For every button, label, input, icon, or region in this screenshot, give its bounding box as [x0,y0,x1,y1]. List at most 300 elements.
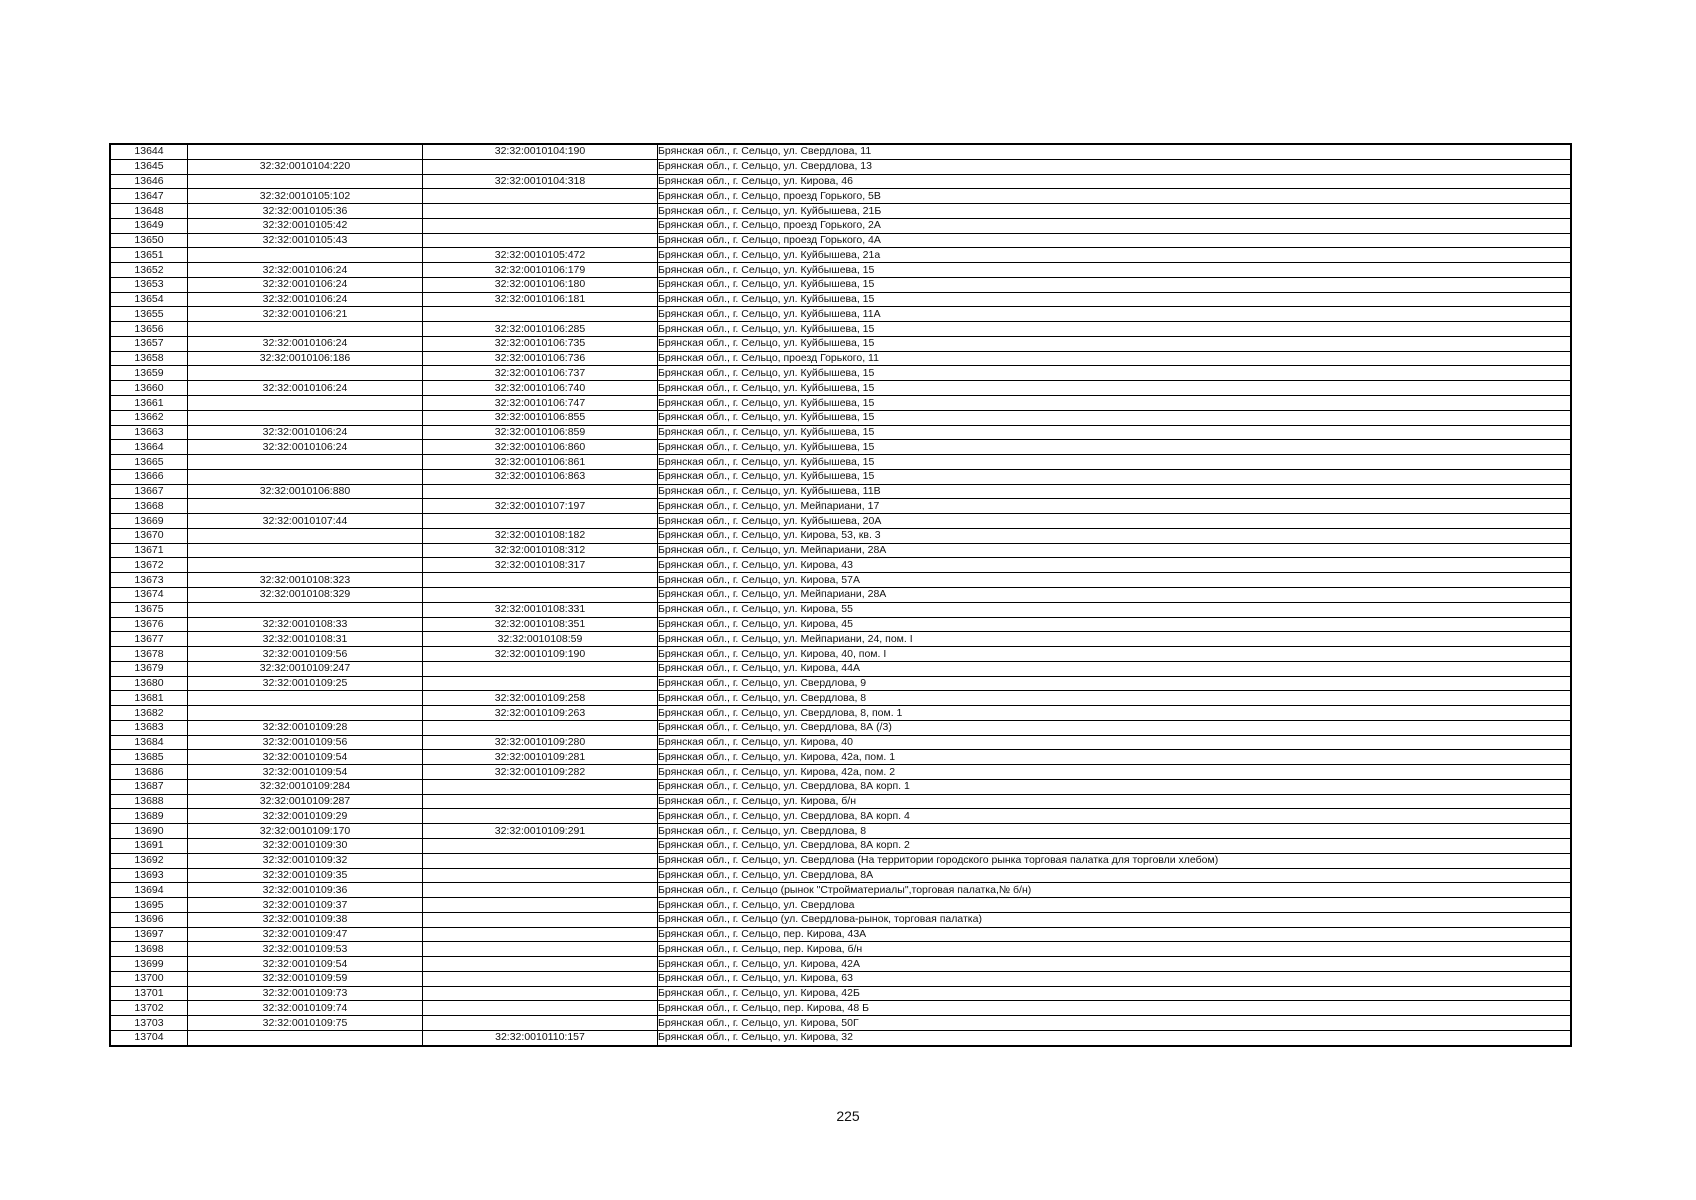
land-cadastral-cell [188,558,423,573]
table-row [110,204,1571,219]
table-row [110,720,1571,735]
row-number-cell: 13664 [110,440,188,455]
table-row [110,484,1571,499]
table-row [110,440,1571,455]
building-cadastral-cell [423,794,658,809]
land-cadastral-cell [188,469,423,484]
table-row [110,233,1571,248]
address-cell: Брянская обл., г. Сельцо, ул. Куйбышева, 15 [658,396,1572,411]
row-number-cell: 13696 [110,912,188,927]
land-cadastral-cell [188,366,423,381]
address-cell: Брянская обл., г. Сельцо, ул. Куйбышева, 15 [658,381,1572,396]
address-cell: Брянская обл., г. Сельцо, ул. Кирова, 45 [658,617,1572,632]
address-cell: Брянская обл., г. Сельцо, ул. Куйбышева, 15 [658,263,1572,278]
land-cadastral-cell: 32:32:0010106:24 [188,277,423,292]
building-cadastral-cell: 32:32:0010106:860 [423,440,658,455]
table-row [110,381,1571,396]
land-cadastral-cell: 32:32:0010109:35 [188,868,423,883]
address-cell: Брянская обл., г. Сельцо, проезд Горького, 11 [658,351,1572,366]
table-row [110,838,1571,853]
row-number-cell: 13656 [110,322,188,337]
building-cadastral-cell [423,218,658,233]
row-number-cell: 13662 [110,410,188,425]
address-cell: Брянская обл., г. Сельцо (рынок "Стройматериалы",торговая палатка,№ б/н) [658,883,1572,898]
row-number-cell: 13660 [110,381,188,396]
land-cadastral-cell [188,144,423,159]
address-cell: Брянская обл., г. Сельцо, проезд Горького, 5В [658,189,1572,204]
land-cadastral-cell: 32:32:0010109:53 [188,942,423,957]
row-number-cell: 13667 [110,484,188,499]
row-number-cell: 13698 [110,942,188,957]
address-cell: Брянская обл., г. Сельцо, ул. Куйбышева, 15 [658,410,1572,425]
row-number-cell: 13681 [110,691,188,706]
address-cell: Брянская обл., г. Сельцо, ул. Куйбышева, 15 [658,469,1572,484]
table-row [110,499,1571,514]
building-cadastral-cell: 32:32:0010108:331 [423,602,658,617]
building-cadastral-cell: 32:32:0010109:291 [423,824,658,839]
building-cadastral-cell: 32:32:0010106:740 [423,381,658,396]
building-cadastral-cell: 32:32:0010106:181 [423,292,658,307]
land-cadastral-cell: 32:32:0010105:42 [188,218,423,233]
register-table [109,143,1572,1047]
address-cell: Брянская обл., г. Сельцо, ул. Мейпариани, 17 [658,499,1572,514]
land-cadastral-cell: 32:32:0010105:102 [188,189,423,204]
land-cadastral-cell: 32:32:0010106:24 [188,381,423,396]
address-cell: Брянская обл., г. Сельцо, ул. Куйбышева, 11А [658,307,1572,322]
land-cadastral-cell: 32:32:0010109:47 [188,927,423,942]
address-cell: Брянская обл., г. Сельцо, ул. Куйбышева, 11В [658,484,1572,499]
row-number-cell: 13675 [110,602,188,617]
address-cell: Брянская обл., г. Сельцо, ул. Куйбышева, 20А [658,514,1572,529]
row-number-cell: 13646 [110,174,188,189]
building-cadastral-cell [423,587,658,602]
address-cell: Брянская обл., г. Сельцо, ул. Кирова, 57А [658,573,1572,588]
land-cadastral-cell: 32:32:0010108:31 [188,632,423,647]
land-cadastral-cell: 32:32:0010109:38 [188,912,423,927]
row-number-cell: 13645 [110,159,188,174]
building-cadastral-cell [423,957,658,972]
building-cadastral-cell: 32:32:0010109:281 [423,750,658,765]
table-row [110,307,1571,322]
row-number-cell: 13663 [110,425,188,440]
land-cadastral-cell: 32:32:0010107:44 [188,514,423,529]
address-cell: Брянская обл., г. Сельцо, пер. Кирова, 43А [658,927,1572,942]
table-row [110,706,1571,721]
address-cell: Брянская обл., г. Сельцо, ул. Кирова, 40, пом. I [658,647,1572,662]
table-row [110,396,1571,411]
row-number-cell: 13685 [110,750,188,765]
register-table-container [109,143,1572,1047]
row-number-cell: 13670 [110,528,188,543]
table-row [110,174,1571,189]
row-number-cell: 13655 [110,307,188,322]
table-row [110,573,1571,588]
building-cadastral-cell [423,233,658,248]
address-cell: Брянская обл., г. Сельцо, ул. Куйбышева, 21Б [658,204,1572,219]
building-cadastral-cell: 32:32:0010109:263 [423,706,658,721]
building-cadastral-cell: 32:32:0010109:280 [423,735,658,750]
table-row [110,735,1571,750]
building-cadastral-cell: 32:32:0010106:180 [423,277,658,292]
address-cell: Брянская обл., г. Сельцо, ул. Свердлова, 8А корп. 2 [658,838,1572,853]
land-cadastral-cell: 32:32:0010109:30 [188,838,423,853]
land-cadastral-cell: 32:32:0010109:170 [188,824,423,839]
land-cadastral-cell [188,691,423,706]
land-cadastral-cell: 32:32:0010108:329 [188,587,423,602]
building-cadastral-cell: 32:32:0010109:258 [423,691,658,706]
address-cell: Брянская обл., г. Сельцо, ул. Свердлова [658,898,1572,913]
building-cadastral-cell [423,986,658,1001]
register-table-body [110,144,1571,1046]
land-cadastral-cell: 32:32:0010106:186 [188,351,423,366]
address-cell: Брянская обл., г. Сельцо, ул. Свердлова, 8 [658,691,1572,706]
table-row [110,144,1571,159]
land-cadastral-cell: 32:32:0010106:24 [188,425,423,440]
table-row [110,336,1571,351]
table-row [110,514,1571,529]
address-cell: Брянская обл., г. Сельцо (ул. Свердлова-рынок, торговая палатка) [658,912,1572,927]
land-cadastral-cell: 32:32:0010109:74 [188,1001,423,1016]
building-cadastral-cell: 32:32:0010106:737 [423,366,658,381]
building-cadastral-cell [423,573,658,588]
address-cell: Брянская обл., г. Сельцо, ул. Кирова, 43 [658,558,1572,573]
table-row [110,765,1571,780]
address-cell: Брянская обл., г. Сельцо, ул. Свердлова, 8А [658,868,1572,883]
address-cell: Брянская обл., г. Сельцо, ул. Куйбышева, 15 [658,277,1572,292]
building-cadastral-cell [423,927,658,942]
table-row [110,942,1571,957]
address-cell: Брянская обл., г. Сельцо, ул. Свердлова, 9 [658,676,1572,691]
building-cadastral-cell [423,853,658,868]
building-cadastral-cell: 32:32:0010110:157 [423,1030,658,1045]
table-row [110,898,1571,913]
building-cadastral-cell: 32:32:0010108:312 [423,543,658,558]
row-number-cell: 13691 [110,838,188,853]
building-cadastral-cell [423,307,658,322]
table-row [110,248,1571,263]
address-cell: Брянская обл., г. Сельцо, ул. Кирова, 55 [658,602,1572,617]
table-row [110,676,1571,691]
building-cadastral-cell [423,883,658,898]
row-number-cell: 13690 [110,824,188,839]
building-cadastral-cell [423,809,658,824]
row-number-cell: 13666 [110,469,188,484]
row-number-cell: 13688 [110,794,188,809]
row-number-cell: 13695 [110,898,188,913]
land-cadastral-cell [188,543,423,558]
address-cell: Брянская обл., г. Сельцо, ул. Кирова, б/н [658,794,1572,809]
land-cadastral-cell: 32:32:0010106:24 [188,440,423,455]
building-cadastral-cell [423,514,658,529]
row-number-cell: 13659 [110,366,188,381]
land-cadastral-cell [188,396,423,411]
table-row [110,927,1571,942]
address-cell: Брянская обл., г. Сельцо, проезд Горького, 2А [658,218,1572,233]
address-cell: Брянская обл., г. Сельцо, ул. Куйбышева, 15 [658,425,1572,440]
row-number-cell: 13692 [110,853,188,868]
building-cadastral-cell: 32:32:0010109:282 [423,765,658,780]
building-cadastral-cell [423,661,658,676]
address-cell: Брянская обл., г. Сельцо, ул. Кирова, 63 [658,971,1572,986]
land-cadastral-cell: 32:32:0010109:75 [188,1016,423,1031]
row-number-cell: 13674 [110,587,188,602]
building-cadastral-cell: 32:32:0010106:863 [423,469,658,484]
address-cell: Брянская обл., г. Сельцо, ул. Мейпариани, 24, пом. I [658,632,1572,647]
address-cell: Брянская обл., г. Сельцо, ул. Куйбышева, 21а [658,248,1572,263]
building-cadastral-cell [423,779,658,794]
address-cell: Брянская обл., г. Сельцо, ул. Кирова, 42Б [658,986,1572,1001]
table-row [110,824,1571,839]
table-row [110,853,1571,868]
address-cell: Брянская обл., г. Сельцо, ул. Кирова, 46 [658,174,1572,189]
row-number-cell: 13673 [110,573,188,588]
address-cell: Брянская обл., г. Сельцо, ул. Кирова, 42А [658,957,1572,972]
building-cadastral-cell: 32:32:0010109:190 [423,647,658,662]
building-cadastral-cell [423,898,658,913]
land-cadastral-cell: 32:32:0010109:73 [188,986,423,1001]
table-row [110,292,1571,307]
building-cadastral-cell [423,1016,658,1031]
row-number-cell: 13653 [110,277,188,292]
table-row [110,277,1571,292]
building-cadastral-cell: 32:32:0010107:197 [423,499,658,514]
table-row [110,410,1571,425]
table-row [110,868,1571,883]
address-cell: Брянская обл., г. Сельцо, ул. Свердлова, 8, пом. 1 [658,706,1572,721]
address-cell: Брянская обл., г. Сельцо, ул. Свердлова, 13 [658,159,1572,174]
row-number-cell: 13658 [110,351,188,366]
address-cell: Брянская обл., г. Сельцо, ул. Кирова, 40 [658,735,1572,750]
row-number-cell: 13703 [110,1016,188,1031]
address-cell: Брянская обл., г. Сельцо, ул. Свердлова, 8А (/3) [658,720,1572,735]
table-row [110,455,1571,470]
building-cadastral-cell [423,942,658,957]
table-row [110,351,1571,366]
table-row [110,1001,1571,1016]
table-row [110,189,1571,204]
building-cadastral-cell: 32:32:0010108:182 [423,528,658,543]
land-cadastral-cell: 32:32:0010109:287 [188,794,423,809]
land-cadastral-cell [188,410,423,425]
land-cadastral-cell: 32:32:0010105:36 [188,204,423,219]
land-cadastral-cell: 32:32:0010109:32 [188,853,423,868]
building-cadastral-cell [423,868,658,883]
land-cadastral-cell: 32:32:0010109:284 [188,779,423,794]
land-cadastral-cell: 32:32:0010109:54 [188,750,423,765]
building-cadastral-cell [423,1001,658,1016]
row-number-cell: 13649 [110,218,188,233]
address-cell: Брянская обл., г. Сельцо, ул. Кирова, 42а, пом. 1 [658,750,1572,765]
address-cell: Брянская обл., г. Сельцо, ул. Кирова, 42а, пом. 2 [658,765,1572,780]
table-row [110,218,1571,233]
building-cadastral-cell [423,912,658,927]
land-cadastral-cell: 32:32:0010104:220 [188,159,423,174]
address-cell: Брянская обл., г. Сельцо, ул. Мейпариани, 28А [658,543,1572,558]
table-row [110,617,1571,632]
land-cadastral-cell: 32:32:0010109:36 [188,883,423,898]
land-cadastral-cell: 32:32:0010109:247 [188,661,423,676]
building-cadastral-cell [423,484,658,499]
row-number-cell: 13683 [110,720,188,735]
address-cell: Брянская обл., г. Сельцо, ул. Куйбышева, 15 [658,440,1572,455]
address-cell: Брянская обл., г. Сельцо, ул. Свердлова, 8А корп. 4 [658,809,1572,824]
land-cadastral-cell: 32:32:0010108:33 [188,617,423,632]
table-row [110,587,1571,602]
land-cadastral-cell [188,528,423,543]
row-number-cell: 13668 [110,499,188,514]
row-number-cell: 13699 [110,957,188,972]
address-cell: Брянская обл., г. Сельцо, ул. Свердлова, 8 [658,824,1572,839]
building-cadastral-cell [423,720,658,735]
land-cadastral-cell [188,499,423,514]
table-row [110,558,1571,573]
address-cell: Брянская обл., г. Сельцо, ул. Свердлова (На территории городского рынка торговая палатка для торговли хлебом) [658,853,1572,868]
building-cadastral-cell: 32:32:0010106:859 [423,425,658,440]
table-row [110,322,1571,337]
land-cadastral-cell [188,1030,423,1045]
table-row [110,366,1571,381]
table-row [110,263,1571,278]
table-row [110,528,1571,543]
table-row [110,750,1571,765]
table-row [110,647,1571,662]
building-cadastral-cell [423,676,658,691]
table-row [110,469,1571,484]
row-number-cell: 13700 [110,971,188,986]
row-number-cell: 13701 [110,986,188,1001]
table-row [110,602,1571,617]
address-cell: Брянская обл., г. Сельцо, ул. Свердлова, 8А корп. 1 [658,779,1572,794]
address-cell: Брянская обл., г. Сельцо, ул. Кирова, 53, кв. 3 [658,528,1572,543]
row-number-cell: 13669 [110,514,188,529]
address-cell: Брянская обл., г. Сельцо, ул. Куйбышева, 15 [658,322,1572,337]
table-row [110,779,1571,794]
table-row [110,543,1571,558]
land-cadastral-cell [188,602,423,617]
row-number-cell: 13697 [110,927,188,942]
land-cadastral-cell: 32:32:0010106:24 [188,336,423,351]
building-cadastral-cell: 32:32:0010108:59 [423,632,658,647]
page-number: 225 [836,1108,860,1124]
land-cadastral-cell: 32:32:0010109:54 [188,957,423,972]
table-row [110,159,1571,174]
row-number-cell: 13702 [110,1001,188,1016]
land-cadastral-cell: 32:32:0010109:25 [188,676,423,691]
row-number-cell: 13665 [110,455,188,470]
table-row [110,809,1571,824]
table-row [110,883,1571,898]
land-cadastral-cell: 32:32:0010106:24 [188,263,423,278]
table-row [110,661,1571,676]
row-number-cell: 13704 [110,1030,188,1045]
row-number-cell: 13672 [110,558,188,573]
address-cell: Брянская обл., г. Сельцо, ул. Куйбышева, 15 [658,455,1572,470]
land-cadastral-cell: 32:32:0010106:24 [188,292,423,307]
land-cadastral-cell: 32:32:0010109:56 [188,647,423,662]
address-cell: Брянская обл., г. Сельцо, ул. Мейпариани, 28А [658,587,1572,602]
row-number-cell: 13682 [110,706,188,721]
building-cadastral-cell: 32:32:0010106:861 [423,455,658,470]
row-number-cell: 13689 [110,809,188,824]
building-cadastral-cell [423,159,658,174]
address-cell: Брянская обл., г. Сельцо, ул. Кирова, 44А [658,661,1572,676]
table-row [110,986,1571,1001]
table-row [110,957,1571,972]
row-number-cell: 13651 [110,248,188,263]
building-cadastral-cell: 32:32:0010106:179 [423,263,658,278]
row-number-cell: 13684 [110,735,188,750]
table-row [110,632,1571,647]
land-cadastral-cell: 32:32:0010106:21 [188,307,423,322]
building-cadastral-cell: 32:32:0010106:736 [423,351,658,366]
building-cadastral-cell: 32:32:0010108:317 [423,558,658,573]
row-number-cell: 13657 [110,336,188,351]
row-number-cell: 13678 [110,647,188,662]
table-row [110,1016,1571,1031]
land-cadastral-cell: 32:32:0010109:56 [188,735,423,750]
land-cadastral-cell [188,455,423,470]
address-cell: Брянская обл., г. Сельцо, пер. Кирова, б/н [658,942,1572,957]
table-row [110,691,1571,706]
land-cadastral-cell: 32:32:0010109:54 [188,765,423,780]
address-cell: Брянская обл., г. Сельцо, ул. Кирова, 32 [658,1030,1572,1045]
row-number-cell: 13652 [110,263,188,278]
building-cadastral-cell: 32:32:0010104:318 [423,174,658,189]
land-cadastral-cell: 32:32:0010106:880 [188,484,423,499]
row-number-cell: 13680 [110,676,188,691]
row-number-cell: 13644 [110,144,188,159]
building-cadastral-cell: 32:32:0010106:855 [423,410,658,425]
land-cadastral-cell: 32:32:0010109:37 [188,898,423,913]
row-number-cell: 13679 [110,661,188,676]
row-number-cell: 13671 [110,543,188,558]
building-cadastral-cell: 32:32:0010106:747 [423,396,658,411]
building-cadastral-cell: 32:32:0010108:351 [423,617,658,632]
row-number-cell: 13647 [110,189,188,204]
land-cadastral-cell [188,706,423,721]
land-cadastral-cell [188,322,423,337]
row-number-cell: 13654 [110,292,188,307]
address-cell: Брянская обл., г. Сельцо, проезд Горького, 4А [658,233,1572,248]
land-cadastral-cell: 32:32:0010109:59 [188,971,423,986]
address-cell: Брянская обл., г. Сельцо, ул. Кирова, 50Г [658,1016,1572,1031]
row-number-cell: 13648 [110,204,188,219]
row-number-cell: 13661 [110,396,188,411]
land-cadastral-cell: 32:32:0010108:323 [188,573,423,588]
table-row [110,794,1571,809]
land-cadastral-cell [188,174,423,189]
land-cadastral-cell: 32:32:0010109:28 [188,720,423,735]
address-cell: Брянская обл., г. Сельцо, ул. Куйбышева, 15 [658,292,1572,307]
table-row [110,1030,1571,1045]
table-row [110,425,1571,440]
building-cadastral-cell [423,971,658,986]
row-number-cell: 13686 [110,765,188,780]
land-cadastral-cell: 32:32:0010109:29 [188,809,423,824]
row-number-cell: 13650 [110,233,188,248]
row-number-cell: 13677 [110,632,188,647]
building-cadastral-cell [423,204,658,219]
address-cell: Брянская обл., г. Сельцо, ул. Свердлова, 11 [658,144,1572,159]
building-cadastral-cell: 32:32:0010106:285 [423,322,658,337]
building-cadastral-cell: 32:32:0010105:472 [423,248,658,263]
address-cell: Брянская обл., г. Сельцо, ул. Куйбышева, 15 [658,366,1572,381]
building-cadastral-cell [423,189,658,204]
building-cadastral-cell [423,838,658,853]
building-cadastral-cell: 32:32:0010106:735 [423,336,658,351]
row-number-cell: 13694 [110,883,188,898]
row-number-cell: 13676 [110,617,188,632]
